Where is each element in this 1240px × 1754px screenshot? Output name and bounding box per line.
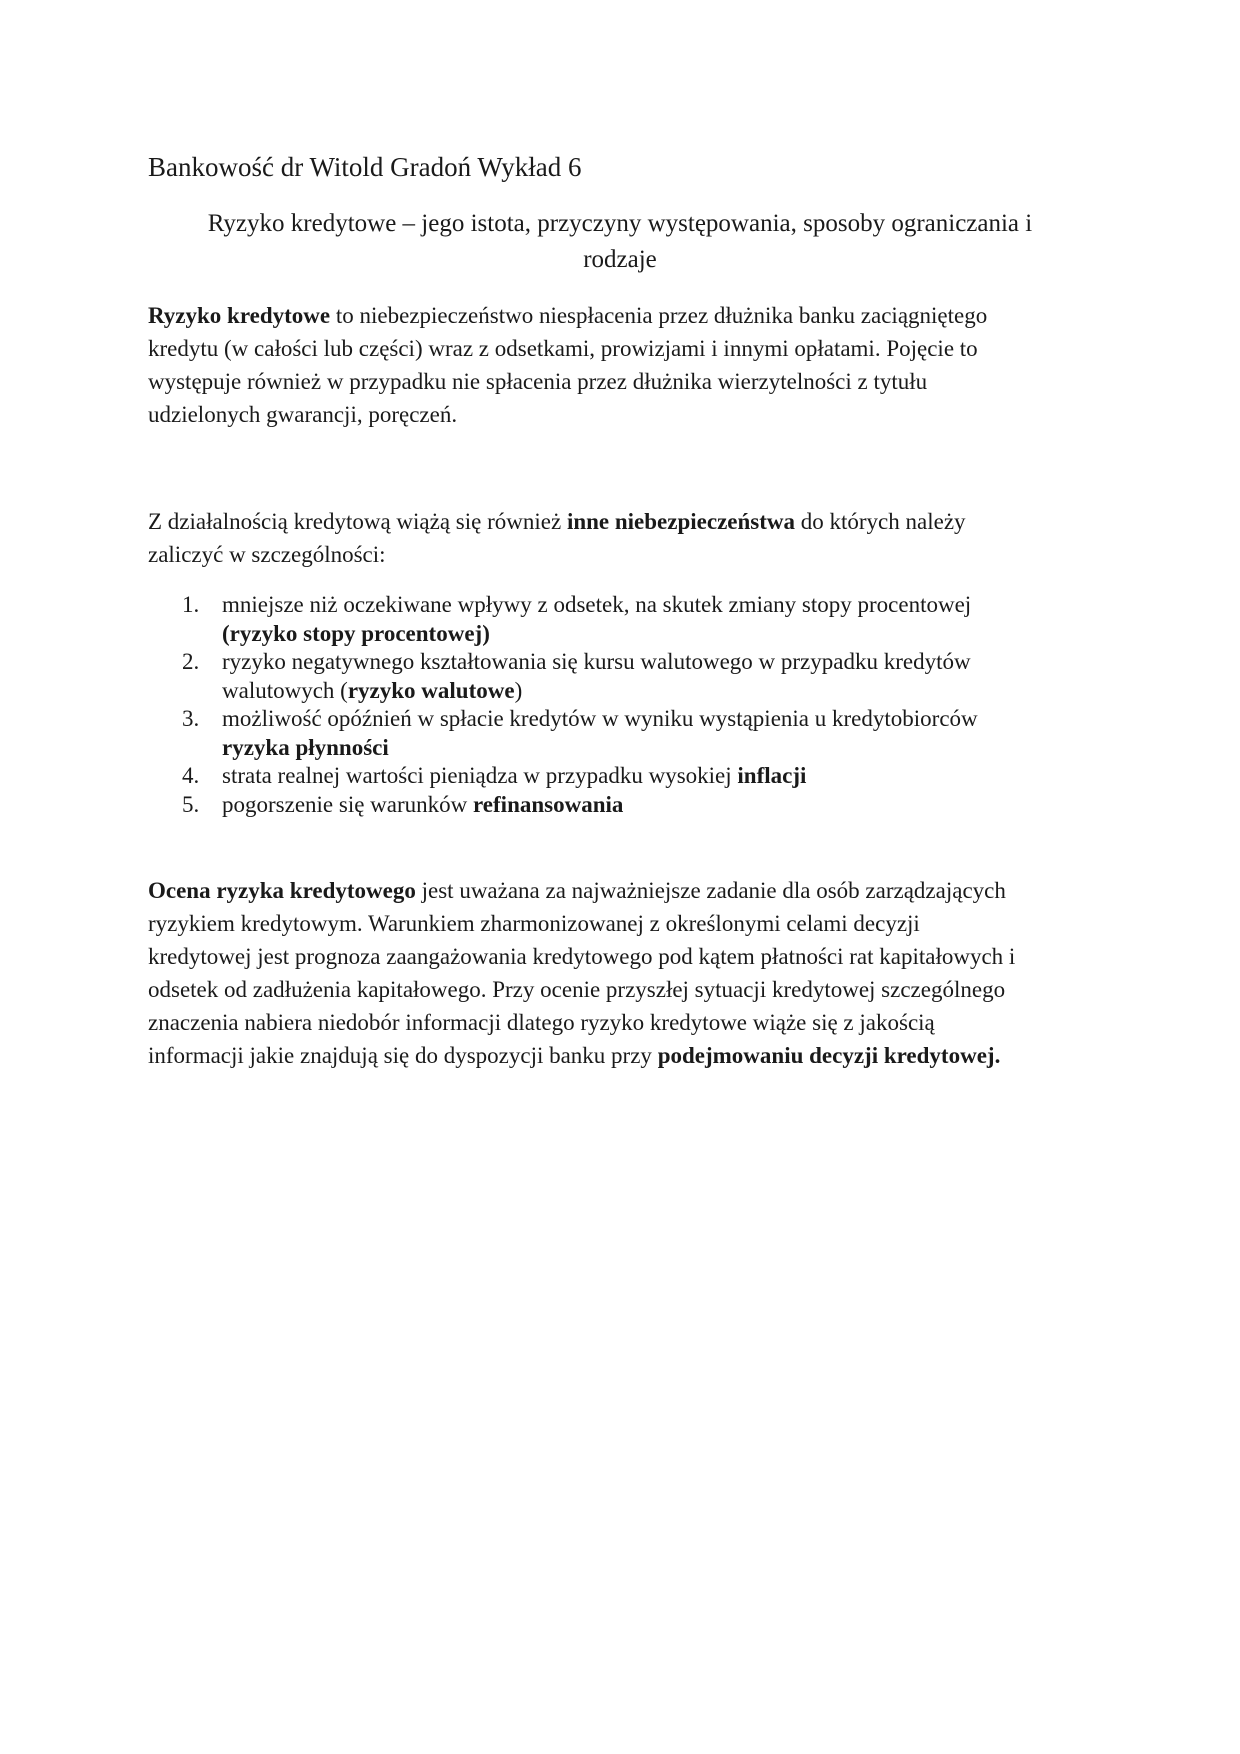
intro-line-1-start: Z działalnością kredytową wiążą się również [148,509,567,534]
list-item-line-2 [222,734,1098,763]
definition-line-1-rest: to niebezpieczeństwo niespłacenia przez dłużnika banku zaciągniętego [330,303,988,328]
subtitle-line-2: rodzaje [583,246,657,273]
intro-line-1-end: do których należy [795,509,966,534]
definition-paragraph [148,299,1098,431]
assessment-line-2: ryzykiem kredytowym. Warunkiem zharmonizowanej z określonymi celami decyzji [148,911,920,936]
list-item-text: możliwość opóźnień w spłacie kredytów w wyniku wystąpienia u kredytobiorców [222,706,978,731]
list-item-text: ryzyko negatywnego kształtowania się kursu walutowego w przypadku kredytów [222,649,971,674]
list-item [148,705,1098,762]
list-item-bold: inflacji [737,763,807,788]
list-item-text: pogorszenie się warunków [222,791,474,817]
list-item-text-2: walutowych ( [222,677,348,703]
lecture-subtitle [150,206,1090,278]
definition-line-3: występuje również w przypadku nie spłacenia przez dłużnika wierzytelności z tytułu [148,369,928,394]
risk-list [148,591,1098,819]
list-item-bold: ryzyka płynności [222,734,389,760]
assessment-line-3: kredytowej jest prognoza zaangażowania kredytowego pod kątem płatności rat kapitałowych i [148,944,1016,969]
list-item [148,791,1098,820]
intro-line-2: zaliczyć w szczególności: [148,542,386,567]
subtitle-line-1: Ryzyko kredytowe – jego istota, przyczyny występowania, sposoby ograniczania i [207,210,1033,237]
intro-bold-term: inne niebezpieczeństwa [566,509,795,534]
list-item-text: mniejsze niż oczekiwane wpływy z odsetek, na skutek zmiany stopy procentowej [222,592,972,617]
intro-line-1 [148,505,1098,538]
list-item-line-2 [222,620,1098,649]
list-item-bold: ryzyko walutowe [347,677,515,703]
assessment-line-6-start: informacji jakie znajdują się do dyspozycji banku przy [148,1043,658,1068]
assessment-line-1-rest: jest uważana za najważniejsze zadanie dla osób zarządzających [415,878,1006,903]
assessment-term: Ocena ryzyka kredytowego [148,878,416,903]
list-item-line-1 [222,762,1098,791]
list-item [148,591,1098,648]
list-item-after: ) [514,677,523,703]
list-item-number: 4. [182,763,200,788]
assessment-line-1 [148,874,1098,907]
list-item-line-1 [222,791,1098,820]
list-item-bold: refinansowania [473,791,624,817]
list-item [148,762,1098,791]
document-title: Bankowość dr Witold Gradoń Wykład 6 [148,152,582,182]
definition-line-2: kredytu (w całości lub części) wraz z odsetkami, prowizjami i innymi opłatami. Pojęcie to [148,336,978,361]
definition-line-4: udzielonych gwarancji, poręczeń. [148,402,458,427]
assessment-paragraph [148,874,1098,1072]
assessment-bold-end: podejmowaniu decyzji kredytowej. [657,1043,1001,1068]
list-item [148,648,1098,705]
definition-term: Ryzyko kredytowe [148,303,331,328]
assessment-line-5: znaczenia nabiera niedobór informacji dlatego ryzyko kredytowe wiąże się z jakością [148,1010,935,1035]
definition-line-1 [148,299,1098,332]
assessment-line-4: odsetek od zadłużenia kapitałowego. Przy ocenie przyszłej sytuacji kredytowej szczególnego [148,977,1006,1002]
list-item-line-2 [222,677,1098,706]
list-item-text: strata realnej wartości pieniądza w przypadku wysokiej [222,763,738,788]
list-item-number: 5. [182,791,200,817]
assessment-line-6 [148,1039,1098,1072]
list-item-number: 2. [182,649,200,674]
list-item-bold: (ryzyko stopy procentowej) [222,620,490,646]
intro-paragraph [148,505,1098,571]
list-item-number: 3. [182,706,200,731]
list-item-number: 1. [182,592,200,617]
